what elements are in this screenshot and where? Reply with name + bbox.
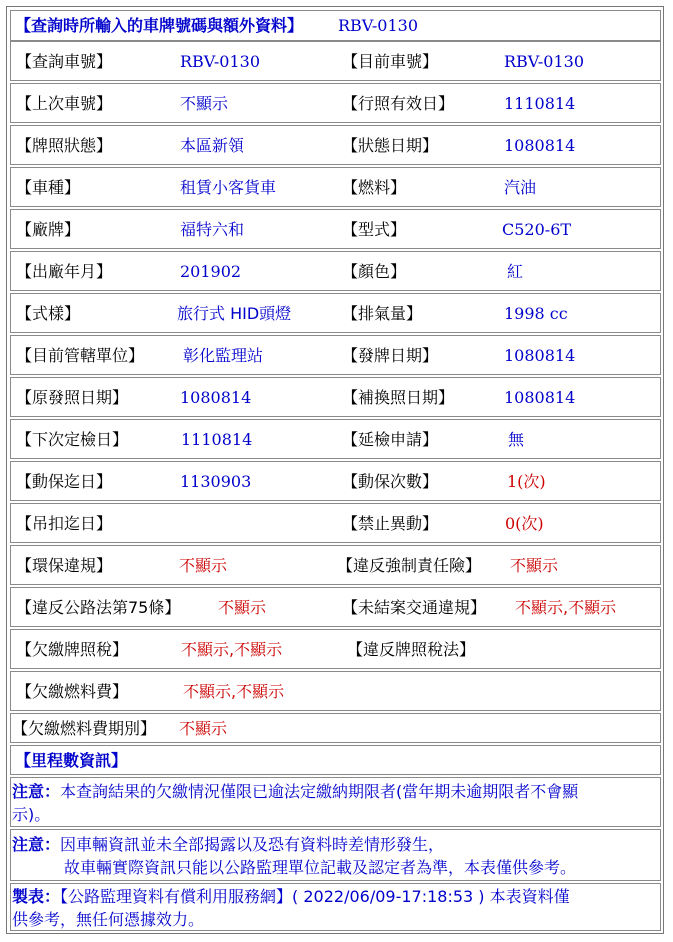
report-container bbox=[6, 6, 664, 934]
row-value-1: 201902 bbox=[180, 262, 242, 281]
footer-label: 製表： bbox=[12, 887, 61, 906]
row-value-2: 不顯示,不顯示 bbox=[515, 598, 617, 617]
table-row bbox=[10, 209, 661, 249]
row-label-1: 【牌照狀態】 bbox=[16, 136, 113, 155]
row-label-1: 【目前管轄單位】 bbox=[16, 346, 145, 365]
table-row bbox=[10, 419, 661, 459]
row-label-2: 【禁止異動】 bbox=[342, 514, 439, 533]
row-value-2: 無 bbox=[508, 430, 525, 449]
row-value-1: 不顯示 bbox=[179, 556, 228, 575]
row-label-1: 【出廠年月】 bbox=[16, 262, 113, 281]
fuel-period-label: 【欠繳燃料費期別】 bbox=[12, 719, 157, 738]
footer-box bbox=[10, 883, 661, 931]
row-label-1: 【廠牌】 bbox=[16, 220, 81, 239]
mileage-header bbox=[10, 745, 661, 775]
note-2-label: 注意： bbox=[12, 835, 61, 854]
query-header-plate: RBV-0130 bbox=[338, 16, 419, 35]
row-value-2: 0(次) bbox=[505, 514, 544, 533]
note-1-line1: 本查詢結果的欠繳情況僅限已逾法定繳納期限者(當年期未逾期限者不會顯 bbox=[60, 782, 579, 801]
row-label-1: 【欠繳牌照稅】 bbox=[16, 640, 129, 659]
row-label-2: 【燃料】 bbox=[342, 178, 407, 197]
note-2-line1: 因車輛資訊並未全部揭露以及恐有資料時差情形發生， bbox=[60, 835, 445, 854]
table-row bbox=[10, 461, 661, 501]
table-row bbox=[10, 83, 661, 123]
table-row bbox=[10, 545, 661, 585]
table-row bbox=[10, 587, 661, 627]
table-row bbox=[10, 377, 661, 417]
table-row bbox=[10, 671, 661, 711]
query-header bbox=[10, 10, 661, 41]
row-label-1: 【違反公路法第75條】 bbox=[16, 598, 181, 617]
row-value-1: 不顯示,不顯示 bbox=[181, 640, 283, 659]
note-box-1 bbox=[10, 777, 661, 827]
row-value-1: RBV-0130 bbox=[180, 52, 261, 71]
row-label-2: 【發牌日期】 bbox=[342, 346, 439, 365]
row-value-1: 1080814 bbox=[180, 388, 252, 407]
row-value-2: 1080814 bbox=[504, 388, 576, 407]
table-row bbox=[10, 629, 661, 669]
row-value-2: 1110814 bbox=[504, 94, 576, 113]
row-value-1: 不顯示 bbox=[180, 94, 229, 113]
row-label-2: 【動保次數】 bbox=[342, 472, 439, 491]
row-label-1: 【環保違規】 bbox=[16, 556, 113, 575]
row-value-1: 不顯示,不顯示 bbox=[183, 682, 285, 701]
row-value-2: 1998 cc bbox=[504, 304, 568, 323]
row-label-1: 【原發照日期】 bbox=[16, 388, 129, 407]
query-header-title: 【查詢時所輸入的車牌號碼與額外資料】 bbox=[15, 16, 304, 35]
row-value-2: C520-6T bbox=[502, 220, 572, 239]
row-value-1: 本區新領 bbox=[180, 136, 245, 155]
note-2-text bbox=[12, 833, 652, 879]
note-1-line2: 示)。 bbox=[12, 805, 51, 824]
row-label-2: 【型式】 bbox=[342, 220, 407, 239]
footer-line1: 【公路監理資料有償利用服務網】( 2022/06/09-17:18:53 ) 本表資料僅 bbox=[60, 887, 570, 906]
fuel-period-row bbox=[10, 713, 661, 743]
mileage-title: 【里程數資訊】 bbox=[15, 751, 128, 770]
row-value-2: 1080814 bbox=[504, 346, 576, 365]
note-1-text bbox=[12, 780, 652, 826]
row-label-2: 【目前車號】 bbox=[342, 52, 439, 71]
row-label-2: 【延檢申請】 bbox=[342, 430, 439, 449]
row-value-1: 彰化監理站 bbox=[183, 346, 264, 365]
table-row bbox=[10, 335, 661, 375]
row-value-1: 1130903 bbox=[180, 472, 252, 491]
row-value-1: 1110814 bbox=[181, 430, 253, 449]
row-label-2: 【行照有效日】 bbox=[342, 94, 455, 113]
row-label-2: 【狀態日期】 bbox=[342, 136, 439, 155]
table-row bbox=[10, 125, 661, 165]
table-row bbox=[10, 293, 661, 333]
row-value-2: 1080814 bbox=[504, 136, 576, 155]
row-label-1: 【欠繳燃料費】 bbox=[16, 682, 129, 701]
row-value-1: 租賃小客貨車 bbox=[180, 178, 277, 197]
table-row bbox=[10, 251, 661, 291]
row-label-2: 【未結案交通違規】 bbox=[342, 598, 487, 617]
row-value-2: 1(次) bbox=[507, 472, 546, 491]
row-label-2: 【排氣量】 bbox=[342, 304, 423, 323]
row-label-2: 【補換照日期】 bbox=[342, 388, 455, 407]
table-row bbox=[10, 167, 661, 207]
note-box-2 bbox=[10, 829, 661, 881]
row-label-1: 【查詢車號】 bbox=[16, 52, 113, 71]
row-label-1: 【上次車號】 bbox=[16, 94, 113, 113]
row-label-2: 【顏色】 bbox=[342, 262, 407, 281]
note-2-line2: 故車輛實際資訊只能以公路監理單位記載及認定者為準，本表僅供參考。 bbox=[64, 858, 577, 877]
row-label-2: 【違反牌照稅法】 bbox=[347, 640, 476, 659]
row-value-1: 不顯示 bbox=[218, 598, 267, 617]
fuel-period-value: 不顯示 bbox=[179, 719, 228, 738]
row-value-2: 汽油 bbox=[504, 178, 537, 197]
row-label-1: 【車種】 bbox=[16, 178, 81, 197]
row-label-1: 【式樣】 bbox=[16, 304, 81, 323]
row-value-1: 旅行式 HID頭燈 bbox=[177, 304, 292, 323]
row-value-2: 紅 bbox=[507, 262, 524, 281]
table-row bbox=[10, 503, 661, 543]
row-value-2: 不顯示 bbox=[510, 556, 559, 575]
row-label-2: 【違反強制責任險】 bbox=[337, 556, 482, 575]
row-label-1: 【動保迄日】 bbox=[16, 472, 113, 491]
footer-line2: 供參考，無任何憑據效力。 bbox=[12, 910, 205, 929]
row-label-1: 【吊扣迄日】 bbox=[16, 514, 113, 533]
row-label-1: 【下次定檢日】 bbox=[16, 430, 129, 449]
note-1-label: 注意： bbox=[12, 782, 61, 801]
row-value-2: RBV-0130 bbox=[504, 52, 585, 71]
footer-text bbox=[12, 885, 652, 931]
table-row bbox=[10, 41, 661, 81]
row-value-1: 福特六和 bbox=[180, 220, 245, 239]
